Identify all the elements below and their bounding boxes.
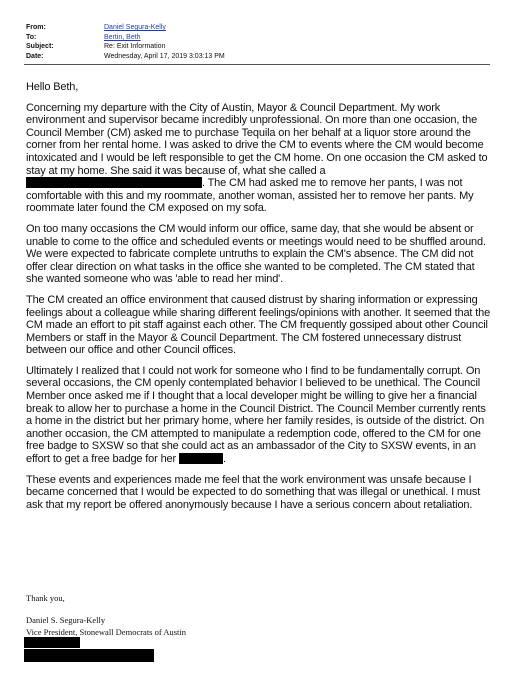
paragraph-1-text-b: . The CM had asked me to remove her pants, I was not comfortable with this and my roommate, another woman, assisted her to remove her pants. My roommate later found the CM exposed on my sofa. <box>26 177 474 215</box>
greeting: Hello Beth, <box>26 81 79 93</box>
to-label: To: <box>26 33 37 41</box>
redaction-box <box>179 453 223 464</box>
from-label: From: <box>26 24 46 32</box>
paragraph-3: The CM created an office environment that caused distrust by sharing information or expressing feelings about a colleague while sharing different feelings/opinions with another. It seemed that the CM made an effort to pit staff against each other. The CM frequently gossiped about other Council Members or staff in the Mayor & Council Department. The CM fostered unnecessary distrust between our office and other Council offices. <box>26 293 491 357</box>
redaction-box <box>26 177 202 188</box>
from-row <box>26 23 496 33</box>
date-value: Wednesday, April 17, 2019 3:03:13 PM <box>104 52 225 60</box>
paragraph-1 <box>26 102 492 215</box>
header-divider <box>24 64 490 65</box>
email-body <box>26 81 492 519</box>
paragraph-4 <box>26 365 492 466</box>
email-header <box>26 23 496 61</box>
paragraph-5: These events and experiences made me feel that the work environment was unsafe because I became concerned that I would be expected to do something that was illegal or unethical. I must ask that my report be offered anonymously because I have a serious concern about retaliation. <box>26 473 481 511</box>
date-row <box>26 52 496 62</box>
to-link[interactable]: Bertin, Beth <box>104 33 141 41</box>
signature-block <box>26 592 186 638</box>
signature-name: Daniel S. Segura-Kelly <box>26 615 106 625</box>
redaction-box <box>24 649 154 662</box>
to-row <box>26 33 496 43</box>
signature-title: Vice President, Stonewall Democrats of Austin <box>26 627 187 637</box>
date-label: Date: <box>26 52 44 60</box>
subject-value: Re: Exit Information <box>104 43 166 51</box>
paragraph-4-text-a: Ultimately I realized that I could not work for someone who I find to be fundamentally corrupt. On several occasions, the CM openly contemplated behavior I believed to be unethical. The Council Member once asked me if I thought that a local developer might be willing to give her a financial break to allow her to purchase a home in the Council District. The Council Member currently rents a home in the district but her primary home, where her family resides, is outside of the district. On another occasion, the CM attempted to manipulate a redemption code, offered to the CM for one free badge to SXSW so that she could act as an ambassador of the City to SXSW events, in an effort to get a free badge for her <box>26 364 486 466</box>
from-link[interactable]: Daniel Segura-Kelly <box>104 24 166 32</box>
sign-off: Thank you, <box>26 593 65 603</box>
redaction-box <box>24 637 80 648</box>
paragraph-4-text-b: . <box>222 453 226 466</box>
paragraph-1-text-a: Concerning my departure with the City of Austin, Mayor & Council Department. My work environment and supervisor became incredibly unprofessional. On more than one occasion, the Council Member (CM) asked me to purchase Tequila on her behalf at a liquor store around the corner from her rental home. I was asked to drive the CM to events where the CM would become intoxicated and I would be left responsible to get the CM home. On one occasion the CM asked to stay at my home. She said it was because of, what she called a <box>26 101 488 177</box>
subject-label: Subject: <box>26 43 54 51</box>
paragraph-2: On too many occasions the CM would inform our office, same day, that she would be absent or unable to come to the office and scheduled events or meetings would need to be shuffled around. We were expected to fabricate complete untruths to explain the CM's absence. The CM did not offer clear direction on what tasks in the office she wanted to be completed. The CM stated that she wanted someone who was 'able to read her mind'. <box>26 222 486 286</box>
subject-row <box>26 42 496 52</box>
